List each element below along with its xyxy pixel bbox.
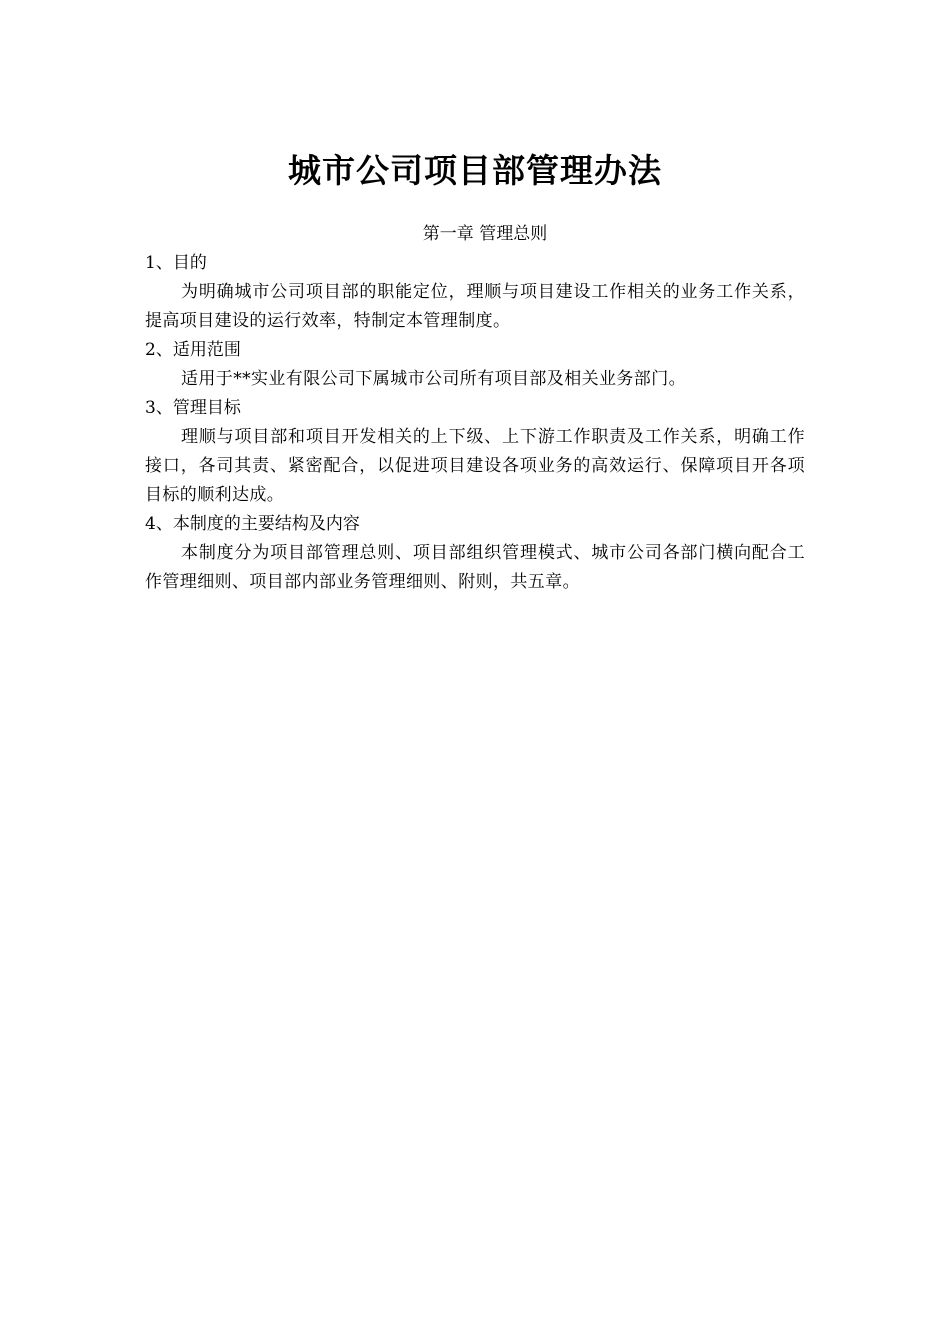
section-heading-goals: 3、管理目标	[145, 398, 241, 418]
section-heading-structure: 4、本制度的主要结构及内容	[145, 514, 360, 534]
section-heading-purpose: 1、目的	[145, 253, 207, 273]
document-body	[145, 220, 805, 597]
section-paragraph-structure: 本制度分为项目部管理总则、项目部组织管理模式、城市公司各部门横向配合工作管理细则、项目部内部业务管理细则、附则，共五章。	[145, 543, 805, 592]
section-paragraph-goals: 理顺与项目部和项目开发相关的上下级、上下游工作职责及工作关系，明确工作接口，各司其责、紧密配合，以促进项目建设各项业务的高效运行、保障项目开各项目标的顺利达成。	[145, 427, 805, 505]
section-paragraph-purpose: 为明确城市公司项目部的职能定位，理顺与项目建设工作相关的业务工作关系，提高项目建设的运行效率，特制定本管理制度。	[145, 282, 805, 331]
section-paragraph-scope: 适用于**实业有限公司下属城市公司所有项目部及相关业务部门。	[181, 369, 686, 389]
document-title: 城市公司项目部管理办法	[288, 151, 662, 191]
chapter-title: 第一章 管理总则	[422, 224, 548, 244]
section-heading-scope: 2、适用范围	[145, 340, 241, 360]
